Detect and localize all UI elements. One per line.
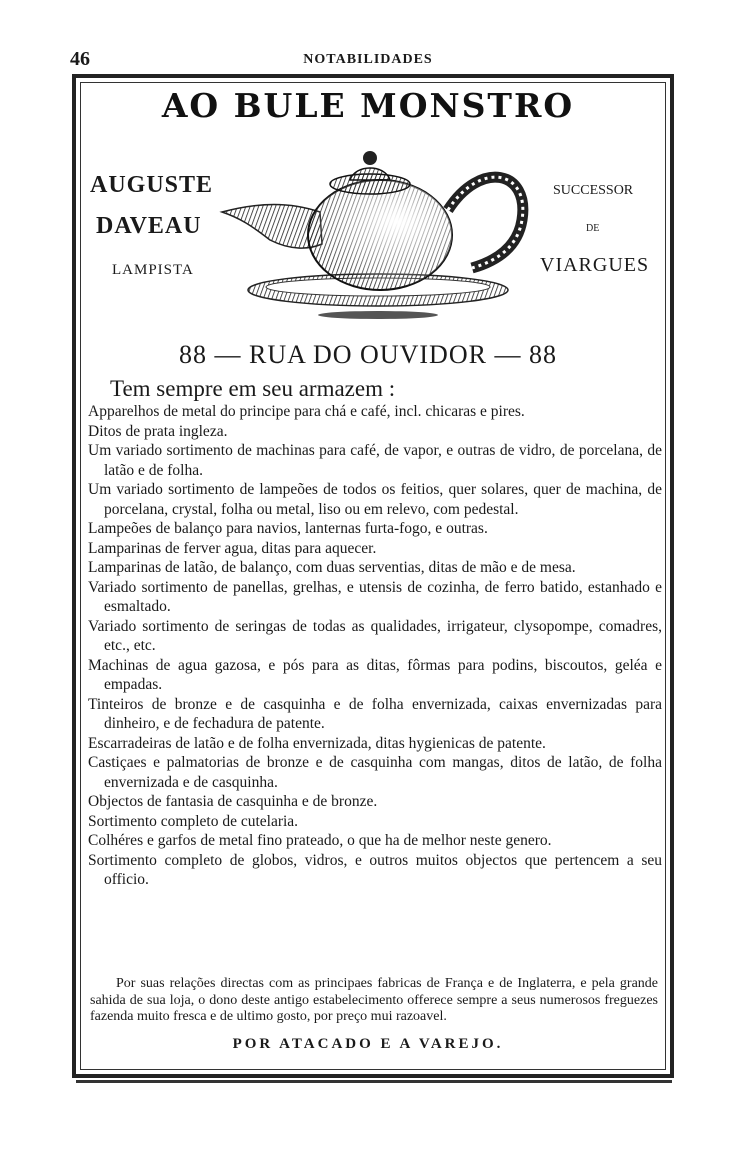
- list-item: Variado sortimento de seringas de todas as qualidades, irrigateur, clysopompe, comadres, etc., etc.: [88, 617, 662, 654]
- list-item: Variado sortimento de panellas, grelhas, e utensis de cozinha, de ferro batido, estanhado e esmaltado.: [88, 578, 662, 615]
- inventory-list: [88, 402, 662, 890]
- proprietor-last-name: DAVEAU: [96, 213, 202, 239]
- list-item: Objectos de fantasia de casquinha e de bronze.: [88, 793, 378, 810]
- list-item: Sortimento completo de cutelaria.: [88, 812, 299, 830]
- list-item: Colhéres e garfos de metal fino prateado, o que ha de melhor neste genero.: [88, 832, 552, 849]
- teapot-icon: [210, 140, 540, 335]
- list-item: Tinteiros de bronze e de casquinha e de folha envernizada, caixas envernizadas para dinheiro, e de fechadura de patente.: [88, 695, 662, 732]
- bottom-rule: [76, 1080, 672, 1083]
- list-item: Escarradeiras de latão e de folha envernizada, ditas hygienicas de patente.: [88, 734, 546, 752]
- list-item: Lampeões de balanço para navios, lanternas furta-fogo, e outras.: [88, 520, 488, 537]
- proprietor-first-name: AUGUSTE: [90, 172, 214, 198]
- list-item: Apparelhos de metal do principe para chá e café, incl. chicaras e pires.: [88, 403, 525, 420]
- predecessor-name: VIARGUES: [540, 254, 650, 276]
- successor-de: DE: [586, 223, 600, 234]
- list-item: Ditos de prata ingleza.: [88, 422, 228, 440]
- list-item: Sortimento completo de globos, vidros, e outros muitos objectos que pertencem a seu officio.: [88, 851, 662, 888]
- page-number: 46: [70, 48, 90, 70]
- footer-slogan: POR ATACADO E A VAREJO.: [232, 1036, 504, 1052]
- list-item: Um variado sortimento de machinas para café, de vapor, e outras de vidro, de porcelana, de latão e de folha.: [88, 442, 662, 479]
- list-item: Castiçaes e palmatorias de bronze e de casquinha com mangas, ditos de latão, de folha envernizada e de casquinha.: [88, 754, 662, 791]
- address-line: 88 — RUA DO OUVIDOR — 88: [179, 340, 557, 369]
- running-head: NOTABILIDADES: [303, 52, 433, 67]
- list-item: Lamparinas de latão, de balanço, com duas serventias, ditas de mão e de mesa.: [88, 559, 576, 576]
- successor-label: SUCCESSOR: [553, 183, 634, 198]
- proprietor-trade: LAMPISTA: [112, 262, 194, 278]
- list-item: Machinas de agua gazosa, e pós para as ditas, fôrmas para podins, biscoutos, geléa e empadas.: [88, 656, 662, 693]
- list-item: Lamparinas de ferver agua, ditas para aquecer.: [88, 539, 377, 557]
- list-item: Um variado sortimento de lampeões de todos os feitios, quer solares, quer de machina, de porcelana, crystal, folha ou metal, liso ou em relevo, com pedestal.: [88, 481, 662, 518]
- tagline: Tem sempre em seu armazem :: [110, 376, 396, 401]
- ad-title: AO BULE MONSTRO: [161, 86, 575, 125]
- closing-paragraph: Por suas relações directas com as principaes fabricas de França e de Inglaterra, e pela grande sahida de sua loja, o dono deste antigo estabelecimento offerece sempre a seus numerosos freguezes fazenda muito fresca e de ultimo gosto, por preço mui razoavel.: [90, 976, 658, 1024]
